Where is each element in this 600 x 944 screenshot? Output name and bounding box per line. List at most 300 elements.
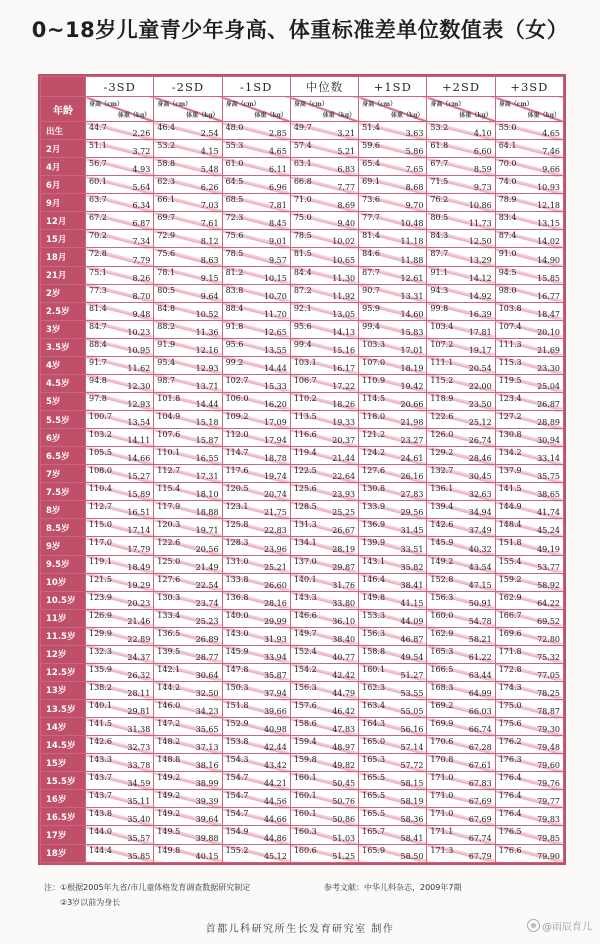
value-cell (359, 447, 427, 465)
weight-value: 58.92 (537, 580, 560, 590)
weight-value: 34.94 (468, 508, 492, 518)
weight-value: 35.65 (195, 725, 219, 735)
value-cell (222, 248, 290, 266)
weight-value: 48.97 (332, 743, 356, 753)
value-cell (86, 591, 154, 609)
height-value: 69.7 (157, 213, 176, 223)
weight-value: 67.61 (468, 761, 492, 771)
value-cell (222, 411, 290, 429)
weight-value: 75.32 (537, 652, 560, 662)
weight-value: 31.76 (332, 580, 356, 590)
value-cell (359, 573, 427, 591)
value-cell (359, 537, 427, 555)
height-value: 51.4 (362, 123, 380, 132)
height-value: 91.9 (157, 339, 176, 349)
weight-value: 10.70 (263, 291, 287, 301)
value-cell (154, 338, 222, 356)
height-value: 111.1 (430, 357, 454, 367)
height-value: 158.6 (293, 719, 317, 729)
note-source: 注：①根据2005年九省/市儿童体格发育调查数据研究制定 (44, 883, 251, 892)
height-value: 64.1 (498, 141, 517, 151)
height-value: 95.4 (157, 357, 176, 367)
height-value: 78.5 (225, 249, 244, 259)
value-cell (222, 320, 290, 338)
value-cell (154, 501, 222, 519)
value-cell (222, 555, 290, 573)
weight-value: 18.26 (332, 400, 356, 409)
table-row (41, 483, 564, 501)
height-value: 88.2 (157, 321, 176, 331)
table-row (41, 754, 564, 772)
weight-value: 79.76 (537, 779, 560, 789)
weight-value: 40.32 (468, 544, 492, 554)
height-value: 152.9 (225, 719, 249, 729)
height-value: 149.2 (430, 556, 454, 566)
weight-value: 9.66 (542, 165, 560, 175)
height-value: 172.8 (498, 664, 522, 674)
age-label: 17岁 (41, 826, 86, 844)
age-label: 15.5岁 (41, 772, 86, 790)
height-value: 102.7 (225, 375, 249, 385)
value-cell (154, 483, 222, 501)
height-value: 108.0 (89, 466, 112, 476)
height-unit-label: 身高（cm） (362, 101, 397, 108)
value-cell (86, 609, 154, 627)
value-cell (290, 573, 358, 591)
value-cell (222, 627, 290, 645)
weight-value: 28.16 (263, 598, 287, 608)
height-value: 136.9 (362, 520, 386, 530)
value-cell (154, 844, 222, 863)
weight-value: 18.19 (400, 363, 424, 373)
height-value: 91.1 (430, 267, 449, 277)
age-label: 14.5岁 (41, 736, 86, 754)
height-value: 174.3 (498, 682, 522, 692)
height-value: 176.4 (498, 809, 522, 819)
height-value: 106.7 (293, 375, 317, 385)
table-row (41, 176, 564, 194)
value-cell (154, 176, 222, 194)
weight-value: 57.72 (400, 761, 424, 771)
height-value: 73.6 (362, 195, 380, 205)
height-unit-label: 身高（cm） (430, 101, 465, 108)
unit-header-cell (359, 97, 427, 122)
value-cell (359, 591, 427, 609)
value-cell (154, 736, 222, 754)
age-header-top (41, 77, 86, 97)
weight-value: 39.39 (195, 797, 219, 807)
weight-value: 4.93 (132, 165, 151, 175)
weight-value: 5.48 (200, 165, 219, 175)
weight-value: 15.18 (195, 418, 219, 428)
weight-value: 26.89 (195, 634, 219, 644)
value-cell (290, 772, 358, 790)
weight-value: 79.83 (537, 815, 560, 825)
height-value: 61.0 (225, 159, 244, 169)
value-cell (222, 176, 290, 194)
height-value: 132.7 (430, 466, 454, 476)
height-value: 147.8 (225, 664, 249, 674)
height-value: 91.0 (498, 249, 517, 259)
age-label: 7岁 (41, 465, 86, 483)
table-row (41, 194, 564, 212)
height-value: 61.8 (430, 141, 449, 151)
table-row (41, 573, 564, 591)
weight-value: 51.27 (400, 670, 424, 680)
value-cell (359, 248, 427, 266)
value-cell (495, 501, 563, 519)
weight-value: 8.69 (337, 201, 356, 211)
weight-value: 61.22 (468, 652, 492, 662)
height-value: 55.0 (498, 123, 517, 132)
weight-value: 50.45 (332, 779, 356, 789)
value-cell (427, 790, 495, 808)
value-cell (290, 176, 358, 194)
height-value: 171.0 (430, 773, 454, 783)
height-value: 153.8 (225, 737, 249, 747)
value-cell (86, 772, 154, 790)
height-value: 110.2 (293, 393, 317, 403)
value-cell (86, 411, 154, 429)
height-value: 109.2 (225, 412, 249, 421)
weight-value: 11.36 (195, 327, 219, 337)
weight-value: 12.18 (537, 201, 560, 211)
value-cell (86, 392, 154, 410)
value-cell (359, 230, 427, 248)
height-value: 110.1 (157, 448, 181, 458)
value-cell (154, 826, 222, 844)
weight-value: 29.56 (400, 508, 424, 518)
value-cell (222, 519, 290, 537)
age-label: 10.5岁 (41, 591, 86, 609)
value-cell (495, 356, 563, 374)
value-cell (86, 573, 154, 591)
height-value: 171.3 (430, 845, 454, 855)
age-label: 9.5岁 (41, 555, 86, 573)
height-value: 53.2 (157, 141, 176, 151)
weight-value: 20.56 (195, 544, 219, 554)
height-value: 105.5 (89, 448, 112, 458)
height-value: 144.9 (498, 502, 522, 512)
weight-value: 16.55 (195, 454, 219, 464)
height-value: 115.2 (430, 375, 454, 385)
weight-value: 17.81 (468, 327, 492, 337)
value-cell (154, 266, 222, 284)
height-value: 118.0 (362, 412, 386, 421)
value-cell (290, 718, 358, 736)
weight-value: 78.25 (537, 689, 560, 698)
value-cell (290, 790, 358, 808)
value-cell (359, 718, 427, 736)
height-value: 162.3 (362, 682, 386, 692)
weight-value: 58.50 (400, 852, 424, 861)
height-value: 75.0 (293, 213, 312, 223)
value-cell (427, 609, 495, 627)
height-value: 125.0 (157, 556, 181, 566)
height-value: 140.0 (225, 610, 249, 620)
weight-value: 11.18 (400, 237, 424, 247)
weight-value: 20.37 (332, 436, 356, 446)
height-value: 149.2 (157, 809, 181, 819)
weight-value: 15.83 (400, 327, 424, 337)
height-value: 63.7 (89, 195, 107, 205)
height-value: 175.6 (498, 719, 522, 729)
value-cell (222, 700, 290, 718)
height-value: 158.8 (362, 646, 386, 656)
height-value: 84.3 (430, 231, 449, 241)
weight-value: 26.60 (263, 580, 287, 590)
weight-value: 20.66 (400, 400, 424, 409)
height-value: 143.3 (89, 755, 112, 765)
value-cell (154, 140, 222, 158)
height-value: 99.8 (430, 303, 449, 313)
weight-value: 25.21 (263, 562, 287, 572)
height-value: 113.5 (293, 412, 317, 421)
value-cell (359, 609, 427, 627)
value-cell (427, 248, 495, 266)
value-cell (427, 663, 495, 681)
weight-value: 38.40 (332, 634, 356, 644)
weight-value: 4.10 (473, 129, 492, 139)
weight-value: 38.41 (400, 580, 424, 590)
table-row (41, 338, 564, 356)
value-cell (359, 194, 427, 212)
height-value: 171.1 (430, 827, 454, 837)
weight-value: 41.15 (400, 598, 424, 608)
height-value: 81.5 (293, 249, 312, 259)
value-cell (86, 718, 154, 736)
value-cell (86, 808, 154, 826)
table-row (41, 555, 564, 573)
height-value: 127.6 (157, 574, 181, 584)
height-value: 143.7 (89, 791, 112, 801)
height-value: 159.4 (293, 737, 317, 747)
weight-value: 14.12 (468, 273, 492, 283)
weight-value: 9.73 (473, 183, 492, 193)
weight-value: 11.73 (468, 219, 492, 229)
height-value: 160.6 (293, 845, 317, 855)
height-value: 176.4 (498, 791, 522, 801)
value-cell (154, 429, 222, 447)
weight-value: 13.15 (537, 219, 560, 229)
weight-value: 28.77 (195, 652, 219, 662)
height-value: 75.6 (225, 231, 244, 241)
height-value: 117.0 (89, 538, 112, 548)
value-cell (427, 320, 495, 338)
table-row (41, 356, 564, 374)
weight-value: 58.21 (468, 634, 492, 644)
value-cell (86, 790, 154, 808)
weight-unit-label: 体重（kg） (527, 112, 560, 119)
weight-value: 22.54 (195, 580, 219, 590)
table-body (41, 122, 564, 863)
weight-value: 38.99 (195, 779, 219, 789)
column-header-minus2sd: -2SD (154, 77, 222, 97)
weight-value: 50.86 (332, 815, 356, 825)
value-cell (154, 591, 222, 609)
value-cell (359, 338, 427, 356)
weight-value: 13.05 (332, 309, 356, 319)
weight-value: 31.45 (400, 526, 424, 536)
weight-value: 7.65 (405, 165, 424, 175)
height-value: 121.2 (362, 430, 386, 440)
value-cell (154, 718, 222, 736)
weight-value: 17.09 (263, 418, 287, 428)
value-cell (427, 591, 495, 609)
weight-value: 13.55 (263, 345, 287, 355)
value-cell (290, 501, 358, 519)
notes (44, 880, 564, 910)
height-value: 66.1 (157, 195, 176, 205)
value-cell (359, 266, 427, 284)
height-value: 152.8 (430, 574, 454, 584)
watermark-text: @雨辰育儿 (542, 922, 592, 933)
weight-value: 29.87 (332, 562, 356, 572)
weight-value: 34.59 (127, 779, 151, 789)
height-value: 165.5 (362, 773, 386, 783)
height-value: 133.9 (362, 502, 386, 512)
value-cell (290, 212, 358, 230)
value-cell (427, 627, 495, 645)
weight-value: 32.73 (127, 743, 151, 753)
value-cell (86, 537, 154, 555)
height-value: 145.9 (225, 646, 249, 656)
weight-value: 6.60 (473, 147, 492, 157)
value-cell (154, 320, 222, 338)
weight-value: 9.01 (269, 237, 287, 247)
table-row (41, 772, 564, 790)
weight-value: 12.30 (127, 381, 151, 391)
age-label: 出生 (41, 122, 86, 140)
value-cell (154, 392, 222, 410)
height-value: 71.5 (430, 177, 449, 187)
value-cell (222, 230, 290, 248)
height-value: 103.1 (293, 357, 317, 367)
height-unit-label: 身高（cm） (89, 101, 124, 108)
table-row (41, 212, 564, 230)
age-label: 10岁 (41, 573, 86, 591)
weight-value: 16.77 (537, 291, 560, 301)
height-value: 123.9 (89, 592, 112, 602)
height-value: 81.2 (225, 267, 244, 277)
table-row (41, 392, 564, 410)
value-cell (222, 447, 290, 465)
value-cell (222, 266, 290, 284)
height-value: 63.1 (293, 159, 312, 169)
column-header-plus3sd: +3SD (495, 77, 563, 97)
weight-value: 19.29 (127, 580, 151, 590)
weight-value: 24.37 (127, 652, 151, 662)
height-value: 130.3 (157, 592, 181, 602)
value-cell (222, 212, 290, 230)
weight-value: 26.67 (332, 526, 356, 536)
height-value: 160.3 (293, 827, 317, 837)
value-cell (495, 194, 563, 212)
height-value: 100.7 (89, 412, 112, 421)
weight-value: 39.66 (263, 707, 287, 717)
value-cell (495, 411, 563, 429)
weight-value: 69.52 (537, 616, 560, 626)
age-label: 14岁 (41, 718, 86, 736)
height-value: 122.5 (293, 466, 317, 476)
value-cell (427, 772, 495, 790)
value-cell (222, 609, 290, 627)
weight-value: 2.54 (200, 129, 219, 139)
value-cell (359, 356, 427, 374)
weight-value: 12.61 (400, 273, 424, 283)
value-cell (495, 519, 563, 537)
height-value: 154.2 (293, 664, 317, 674)
value-cell (495, 609, 563, 627)
weight-value: 79.30 (537, 725, 560, 735)
value-cell (495, 718, 563, 736)
value-cell (86, 284, 154, 302)
table-row (41, 284, 564, 302)
age-label: 6岁 (41, 429, 86, 447)
weight-value: 7.34 (132, 237, 151, 247)
height-value: 143.3 (293, 592, 317, 602)
weight-value: 35.57 (127, 833, 151, 843)
height-value: 156.3 (362, 628, 386, 638)
weight-value: 16.51 (127, 508, 151, 518)
value-cell (495, 320, 563, 338)
value-cell (154, 212, 222, 230)
note-reference: 参考文献：中华儿科杂志，2009年7期 (324, 883, 462, 892)
weight-value: 17.31 (195, 472, 219, 482)
weight-value: 79.90 (537, 852, 560, 861)
weight-value: 77.05 (537, 670, 560, 680)
height-value: 117.6 (225, 466, 249, 476)
value-cell (222, 844, 290, 863)
value-cell (86, 356, 154, 374)
weight-value: 5.86 (405, 147, 424, 157)
height-value: 107.0 (362, 357, 386, 367)
value-cell (86, 338, 154, 356)
value-cell (495, 248, 563, 266)
age-label: 8岁 (41, 501, 86, 519)
height-value: 171.8 (498, 646, 522, 656)
value-cell (495, 663, 563, 681)
value-cell (290, 537, 358, 555)
value-cell (427, 519, 495, 537)
height-value: 148.8 (157, 755, 181, 765)
value-cell (359, 374, 427, 392)
value-cell (427, 844, 495, 863)
weight-unit-label: 体重（kg） (117, 112, 151, 119)
value-cell (359, 284, 427, 302)
value-cell (495, 212, 563, 230)
height-value: 148.2 (157, 737, 181, 747)
height-value: 133.8 (225, 574, 249, 584)
weight-value: 49.82 (332, 761, 356, 771)
value-cell (154, 248, 222, 266)
value-cell (154, 158, 222, 176)
height-value: 147.2 (157, 719, 181, 729)
value-cell (222, 302, 290, 320)
age-label: 12岁 (41, 645, 86, 663)
value-cell (427, 392, 495, 410)
value-cell (290, 356, 358, 374)
height-value: 46.4 (157, 123, 176, 132)
value-cell (86, 212, 154, 230)
value-cell (222, 429, 290, 447)
age-label: 11.5岁 (41, 627, 86, 645)
weight-value: 10.65 (332, 255, 356, 265)
height-value: 88.4 (89, 339, 107, 349)
unit-header-cell (427, 97, 495, 122)
unit-header-row (41, 97, 564, 122)
weight-value: 10.86 (468, 201, 492, 211)
